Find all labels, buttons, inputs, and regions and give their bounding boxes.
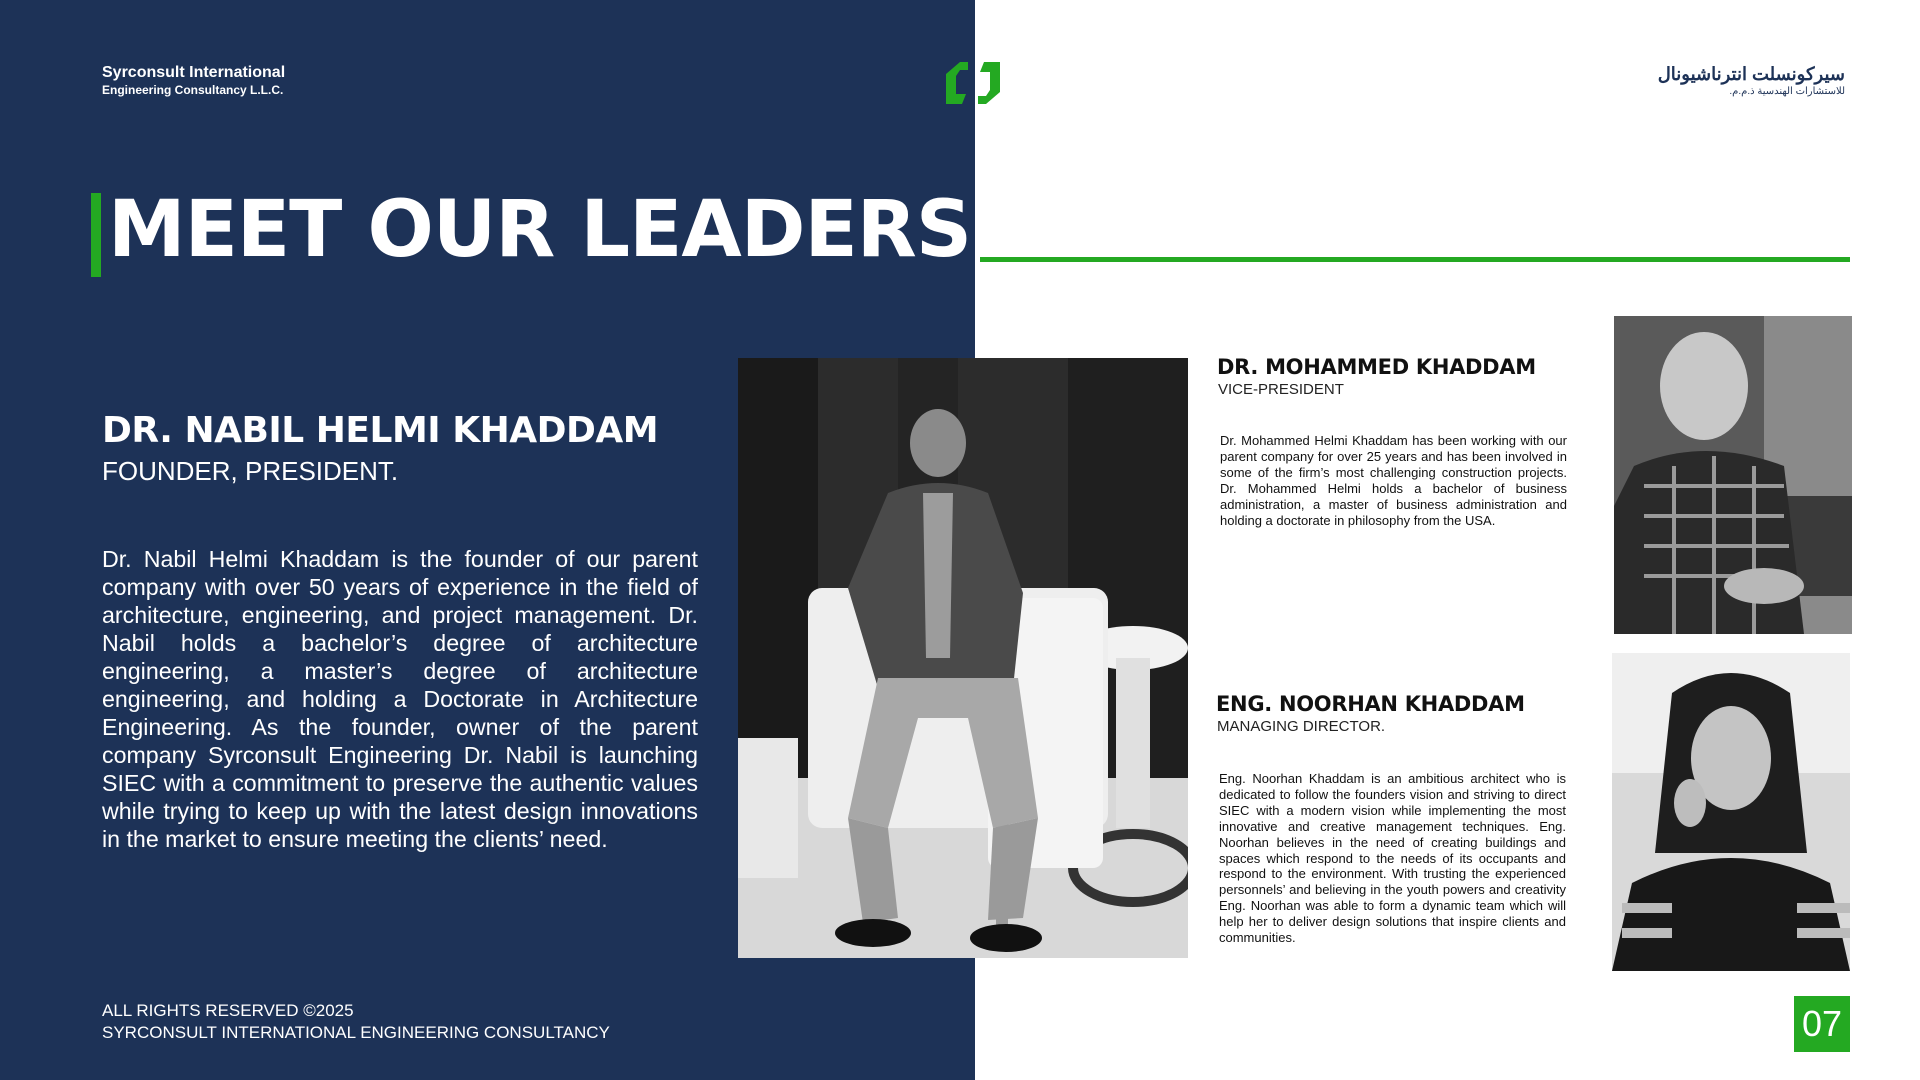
company-name-en-line1: Syrconsult International	[102, 64, 286, 81]
leader-1-name: DR. MOHAMMED KHADDAM	[1217, 355, 1536, 379]
brackets-logo-icon	[940, 58, 1006, 108]
footer-copyright	[102, 1000, 610, 1044]
footer-rights: ALL RIGHTS RESERVED ©2025	[102, 1001, 354, 1020]
company-name-en-line2: Engineering Consultancy L.L.C.	[102, 83, 284, 97]
title-accent-bar	[91, 193, 101, 277]
leader-1-role: VICE-PRESIDENT	[1218, 381, 1344, 398]
company-name-ar-line2: للاستشارات الهندسية ذ.م.م.	[1729, 86, 1845, 97]
leader-2-photo	[1612, 653, 1850, 971]
founder-photo	[738, 358, 1188, 958]
company-name-ar	[1658, 63, 1845, 99]
leader-2-name: ENG. NOORHAN KHADDAM	[1216, 692, 1525, 716]
founder-role: FOUNDER, PRESIDENT.	[102, 456, 399, 486]
leader-1-bio: Dr. Mohammed Helmi Khaddam has been working with our parent company for over 25 years and has been involved in some of the firm’s most challenging construction projects. Dr. Mohammed Helmi holds a bachelor of business administration, a master of business administration and holding a doctorate in philosophy from the USA.	[1220, 433, 1567, 528]
founder-bio: Dr. Nabil Helmi Khaddam is the founder of our parent company with over 50 years of experience in the field of architecture, engineering, and project management. Dr. Nabil holds a bachelor’s degree of architecture engineering, a master’s degree of architecture engineering, and holding a Doctorate in Architecture Engineering. As the founder, owner of the parent company Syrconsult Engineering Dr. Nabil is launching SIEC with a commitment to preserve the authentic values while trying to keep up with the latest design innovations in the market to ensure meeting the clients’ need.	[102, 546, 698, 852]
page-number-badge: 07	[1794, 996, 1850, 1052]
founder-name: DR. NABIL HELMI KHADDAM	[102, 410, 659, 451]
page-title: MEET OUR LEADERS	[108, 185, 972, 275]
leader-2-bio: Eng. Noorhan Khaddam is an ambitious architect who is dedicated to follow the founders vision and striving to direct SIEC with a modern vision while implementing the most innovative and creative management techniques. Eng. Noorhan believes in the need of creating buildings and spaces which respond to the needs of its occupants and respond to the environment. With trusting the experienced personnels’ and believing in the youth powers and creativity Eng. Noorhan was able to form a dynamic team which will help her to deliver design solutions that inspire clients and communities.	[1219, 771, 1566, 946]
title-underline	[980, 257, 1850, 262]
footer-company: SYRCONSULT INTERNATIONAL ENGINEERING CONSULTANCY	[102, 1023, 610, 1042]
leader-1-photo	[1614, 316, 1852, 634]
company-name-ar-line1: سيركونسلت انترناشيونال	[1657, 64, 1845, 84]
company-name-en	[102, 63, 285, 98]
leader-2-role: MANAGING DIRECTOR.	[1217, 718, 1386, 735]
